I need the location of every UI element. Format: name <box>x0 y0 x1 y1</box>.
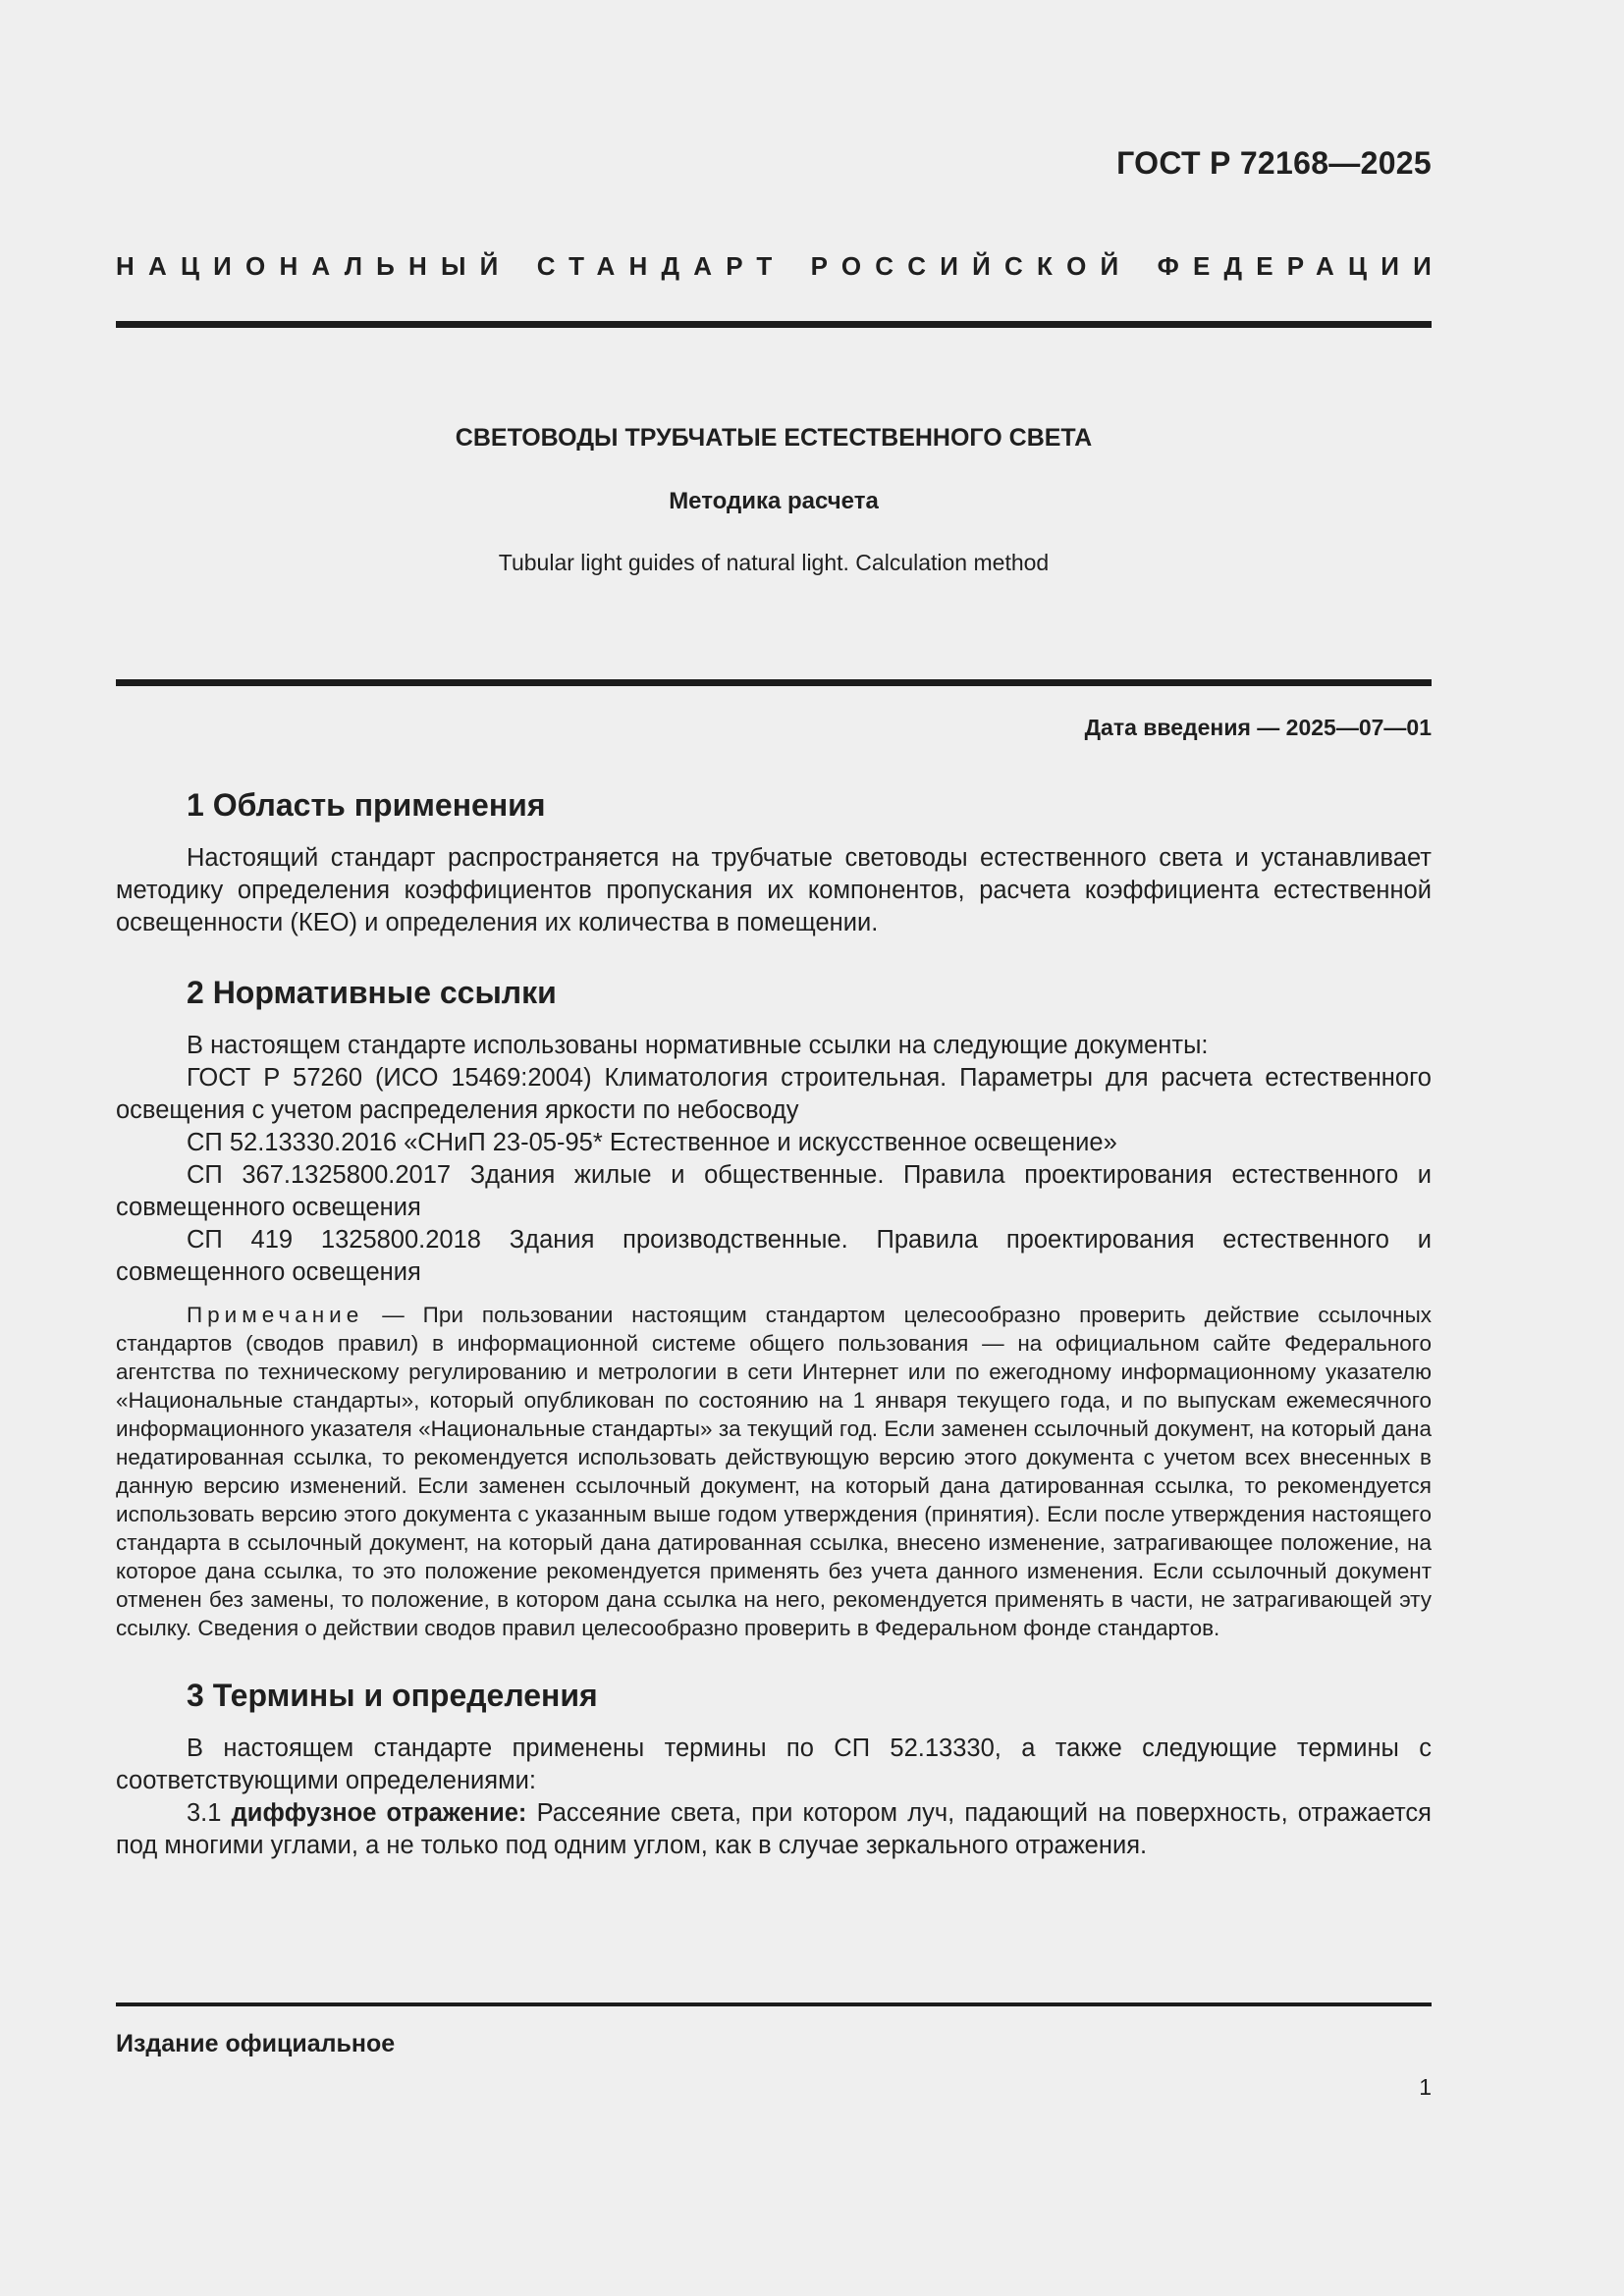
section-paragraph: В настоящем стандарте использованы нормативные ссылки на следующие документы: <box>187 1032 1209 1059</box>
note-label: Примечание <box>187 1303 364 1327</box>
document-page <box>116 0 1445 2296</box>
footer-divider <box>116 2002 1432 2006</box>
document-body <box>116 785 1432 1862</box>
section-heading: 3 Термины и определения <box>187 1678 598 1713</box>
section-paragraph: Настоящий стандарт распространяется на трубчатые световоды естественного света и устанавливает методику определения коэффициентов пропускания их компонентов, расчета коэффициента естественной освещенности (КЕО) и определения их количества в помещении. <box>116 844 1432 936</box>
section-paragraph: В настоящем стандарте применены термины по СП 52.13330, а также следующие термины с соответствующими определениями: <box>116 1735 1432 1794</box>
term-definition <box>116 1797 1432 1862</box>
reference-item: СП 419 1325800.2018 Здания производственные. Правила проектирования естественного и совмещенного освещения <box>116 1226 1432 1286</box>
note-paragraph <box>116 1301 1432 1642</box>
title-divider <box>116 679 1432 686</box>
note-text: — При пользовании настоящим стандартом целесообразно проверить действие ссылочных стандартов (сводов правил) в информационной системе общего пользования — на официальном сайте Федерального агентства по техническому регулированию и метрологии в сети Интернет или по ежегодному информационному указателю «Национальные стандарты», который опубликован по состоянию на 1 января текущего года, и по выпускам ежемесячного информационного указателя «Национальные стандарты» за текущий год. Если заменен ссылочный документ, на который дана недатированная ссылка, то рекомендуется использовать действующую версию этого документа с учетом всех внесенных в данную версию изменений. Если заменен ссылочный документ, на который дана датированная ссылка, то рекомендуется использовать версию этого документа с указанным выше годом утверждения (принятия). Если после утверждения настоящего стандарта в ссылочный документ, на который дана датированная ссылка, внесено изменение, затрагивающее положение, на которое дана ссылка, то это положение рекомендуется применять без учета данного изменения. Если ссылочный документ отменен без замены, то положение, в котором дана ссылка на него, рекомендуется применять в части, не затрагивающей эту ссылку. Сведения о действии сводов правил целесообразно проверить в Федеральном фонде стандартов. <box>116 1303 1432 1640</box>
introduction-date: Дата введения — 2025—07—01 <box>1084 715 1432 740</box>
term-definition-text: Рассеяние света, при котором луч, падающий на поверхность, отражается под многими углами, а не только под одним углом, как в случае зеркального отражения. <box>116 1799 1432 1859</box>
official-edition-label: Издание официальное <box>116 2030 396 2057</box>
reference-item: СП 52.13330.2016 «СНиП 23-05-95* Естественное и искусственное освещение» <box>187 1129 1117 1156</box>
header-divider <box>116 321 1432 328</box>
banner-word: РОССИЙСКОЙ <box>810 251 1133 281</box>
page-number: 1 <box>1419 2074 1432 2100</box>
banner-word: НАЦИОНАЛЬНЫЙ <box>116 251 513 281</box>
document-title: СВЕТОВОДЫ ТРУБЧАТЫЕ ЕСТЕСТВЕННОГО СВЕТА <box>455 424 1093 452</box>
document-number: ГОСТ Р 72168—2025 <box>1116 145 1432 181</box>
section-heading: 2 Нормативные ссылки <box>187 975 557 1010</box>
reference-item: СП 367.1325800.2017 Здания жилые и общественные. Правила проектирования естественного и совмещенного освещения <box>116 1161 1432 1221</box>
term-name: диффузное отражение: <box>231 1799 527 1827</box>
banner-word: ФЕДЕРАЦИИ <box>1157 251 1445 281</box>
section-heading: 1 Область применения <box>187 787 546 823</box>
national-standard-banner <box>116 251 1445 282</box>
document-english-title: Tubular light guides of natural light. Calculation method <box>498 550 1050 575</box>
reference-item: ГОСТ Р 57260 (ИСО 15469:2004) Климатология строительная. Параметры для расчета естественного освещения с учетом распределения яркости по небосводу <box>116 1064 1432 1124</box>
document-subtitle: Методика расчета <box>669 488 879 514</box>
term-number: 3.1 <box>187 1799 232 1827</box>
banner-word: СТАНДАРТ <box>536 251 786 281</box>
